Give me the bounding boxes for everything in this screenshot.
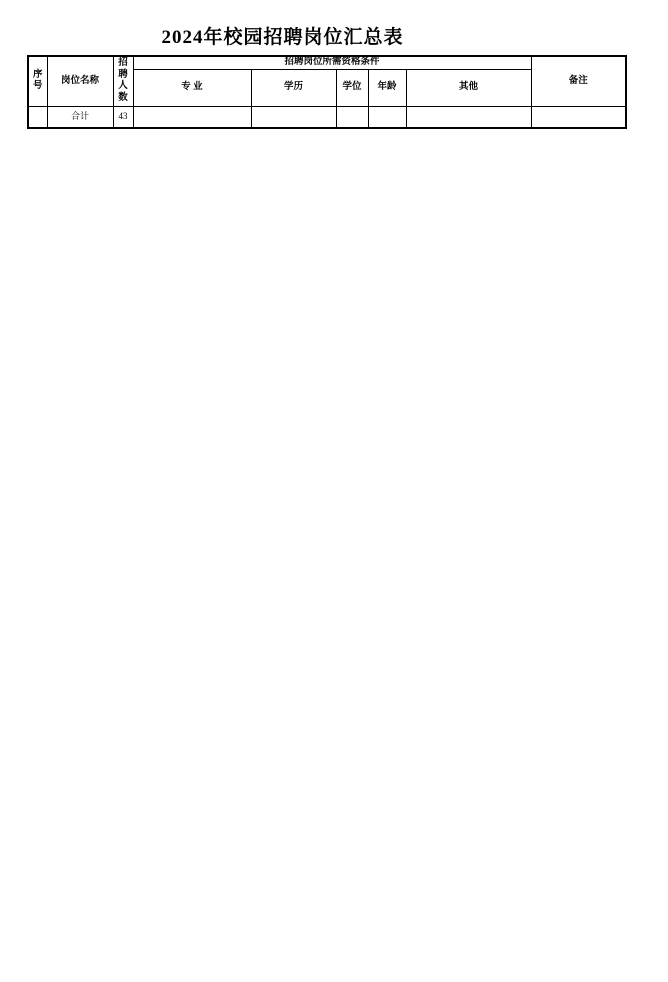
cell-remark (531, 106, 626, 128)
header-no: 序号 (28, 56, 47, 106)
header-count: 招聘人数 (113, 56, 133, 106)
header-qualifications-group: 招聘岗位所需资格条件 (133, 56, 531, 69)
cell-other (406, 106, 531, 128)
recruitment-table (27, 55, 627, 129)
total-row (28, 106, 626, 128)
cell-education (251, 106, 336, 128)
table-body (28, 106, 626, 128)
header-remark: 备注 (531, 56, 626, 106)
header-position-name: 岗位名称 (47, 56, 113, 106)
header-education: 学历 (251, 69, 336, 106)
header-row-group (28, 56, 626, 69)
cell-age (368, 106, 406, 128)
cell-total-count: 43 (113, 106, 133, 128)
header-other: 其他 (406, 69, 531, 106)
header-major: 专 业 (133, 69, 251, 106)
header-degree: 学位 (336, 69, 368, 106)
cell-degree (336, 106, 368, 128)
header-age: 年龄 (368, 69, 406, 106)
cell-total-label: 合计 (47, 106, 113, 128)
cell-major (133, 106, 251, 128)
page-title: 2024年校园招聘岗位汇总表 (161, 27, 404, 48)
cell-no (28, 106, 47, 128)
